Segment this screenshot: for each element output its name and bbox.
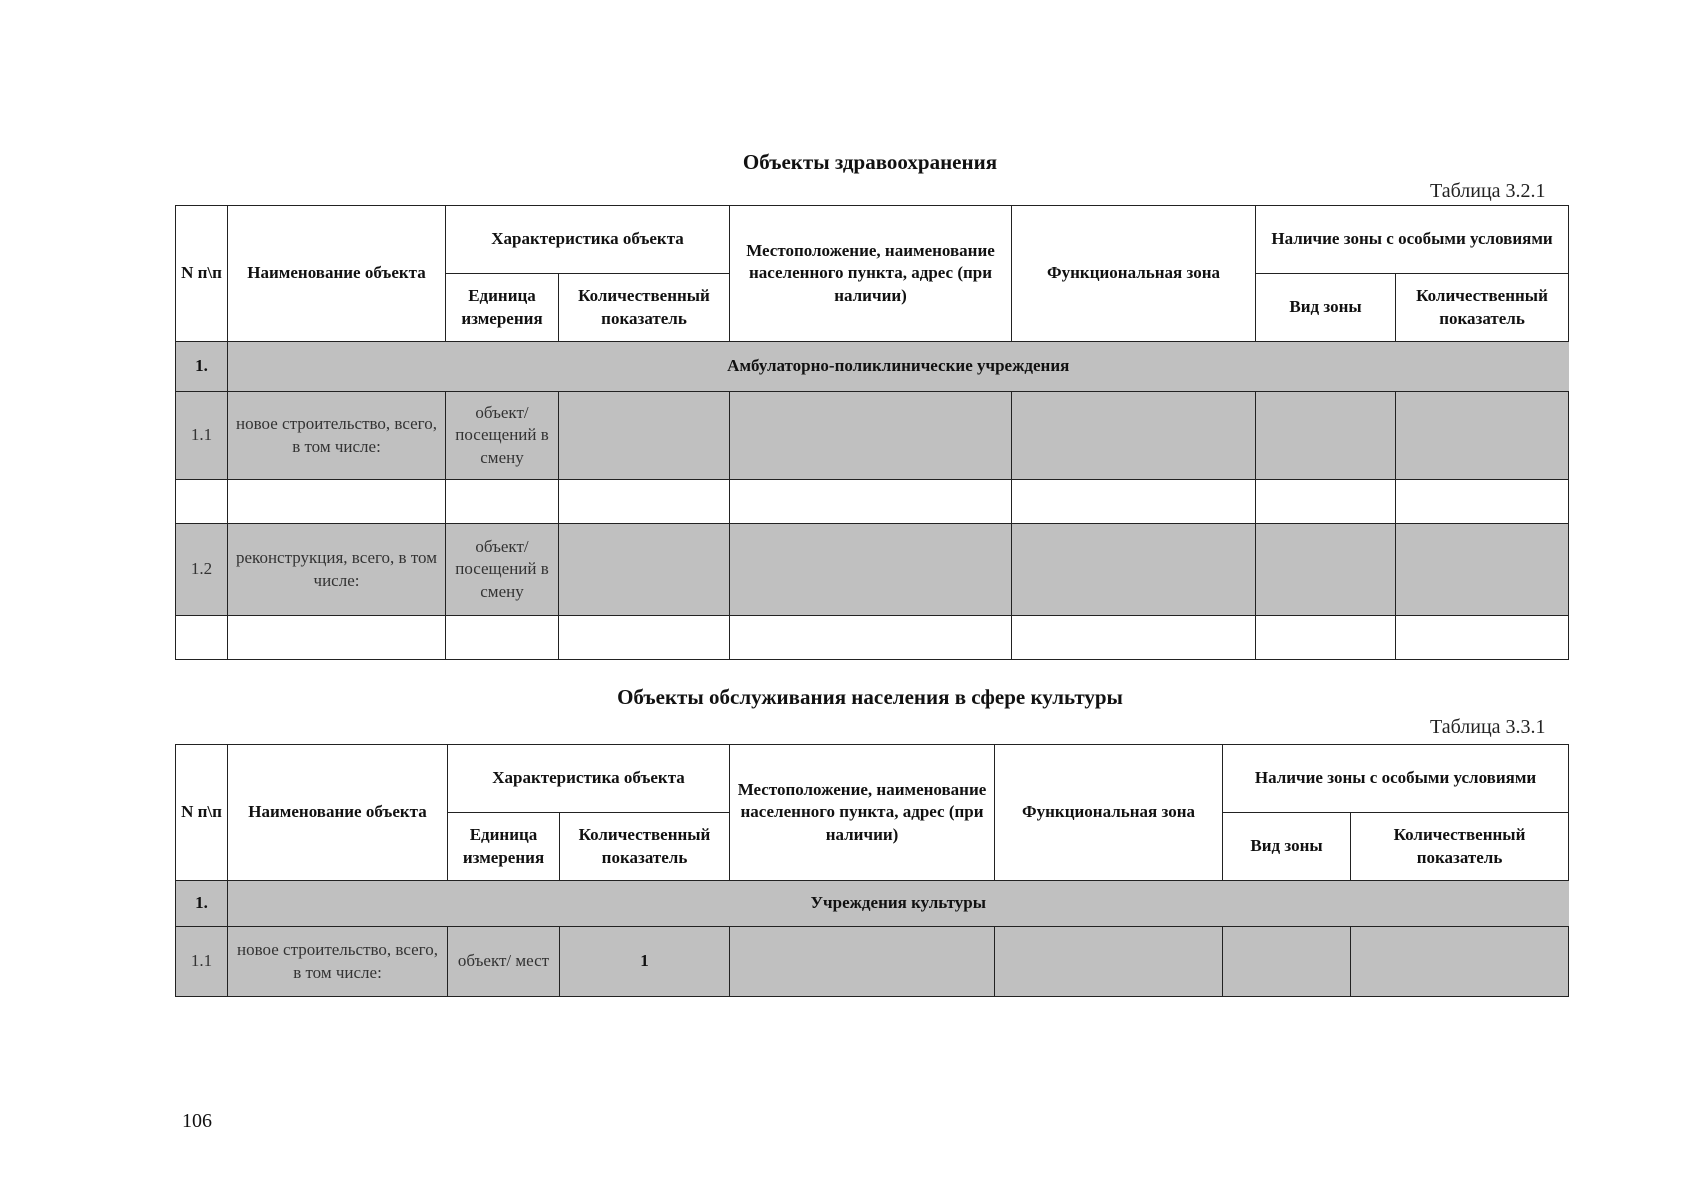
header-zone-quantity: Количественный показатель	[1396, 274, 1569, 342]
row-zone	[1012, 524, 1256, 616]
table2-title: Объекты обслуживания населения в сфере культуры	[617, 685, 1123, 709]
row-quantity: 1	[560, 927, 730, 997]
row-zone-type	[1256, 392, 1396, 480]
row-zone-quantity	[1351, 927, 1569, 997]
header-num: N п\п	[176, 206, 228, 342]
header-num: N п\п	[176, 745, 228, 881]
row-quantity	[559, 392, 730, 480]
header-zone-quantity: Количественный показатель	[1351, 813, 1569, 881]
header-special-zone: Наличие зоны с особыми условиями	[1256, 206, 1569, 274]
page-number: 106	[182, 1110, 212, 1132]
header-unit: Единица измерения	[448, 813, 560, 881]
row-num: 1.1	[176, 392, 228, 480]
table-row-empty	[176, 480, 1569, 524]
row-name: реконструкция, всего, в том числе:	[228, 524, 446, 616]
table-row-empty	[176, 616, 1569, 660]
header-zone-type: Вид зоны	[1256, 274, 1396, 342]
row-num: 1.1	[176, 927, 228, 997]
header-characteristic: Характеристика объекта	[446, 206, 730, 274]
header-name: Наименование объекта	[228, 745, 448, 881]
section-row	[176, 881, 1569, 927]
header-location: Местоположение, наименование населенного пункта, адрес (при наличии)	[730, 206, 1012, 342]
row-zone-quantity	[1396, 524, 1569, 616]
row-num: 1.2	[176, 524, 228, 616]
header-special-zone: Наличие зоны с особыми условиями	[1223, 745, 1569, 813]
header-location: Местоположение, наименование населенного пункта, адрес (при наличии)	[730, 745, 995, 881]
row-unit: объект/ посещений в смену	[446, 392, 559, 480]
table-row	[176, 392, 1569, 480]
table-row	[176, 524, 1569, 616]
row-quantity	[559, 524, 730, 616]
row-location	[730, 927, 995, 997]
header-quantity: Количественный показатель	[560, 813, 730, 881]
section-name: Амбулаторно-поликлинические учреждения	[228, 342, 1569, 392]
header-unit: Единица измерения	[446, 274, 559, 342]
section-row	[176, 342, 1569, 392]
section-num: 1.	[176, 342, 228, 392]
healthcare-table	[175, 205, 1569, 660]
row-unit: объект/ посещений в смену	[446, 524, 559, 616]
row-zone-type	[1256, 524, 1396, 616]
header-zone-type: Вид зоны	[1223, 813, 1351, 881]
row-zone	[995, 927, 1223, 997]
row-unit: объект/ мест	[448, 927, 560, 997]
table-row	[176, 927, 1569, 997]
table1-title: Объекты здравоохранения	[742, 150, 998, 174]
header-zone: Функциональная зона	[995, 745, 1223, 881]
row-location	[730, 392, 1012, 480]
row-location	[730, 524, 1012, 616]
row-name: новое строительство, всего, в том числе:	[228, 392, 446, 480]
section-name: Учреждения культуры	[228, 881, 1569, 927]
header-quantity: Количественный показатель	[559, 274, 730, 342]
header-name: Наименование объекта	[228, 206, 446, 342]
table1-caption: Таблица 3.2.1	[1430, 180, 1546, 202]
header-zone: Функциональная зона	[1012, 206, 1256, 342]
section-num: 1.	[176, 881, 228, 927]
row-zone	[1012, 392, 1256, 480]
row-name: новое строительство, всего, в том числе:	[228, 927, 448, 997]
row-zone-quantity	[1396, 392, 1569, 480]
culture-table	[175, 744, 1569, 997]
header-characteristic: Характеристика объекта	[448, 745, 730, 813]
row-zone-type	[1223, 927, 1351, 997]
table2-caption: Таблица 3.3.1	[1430, 716, 1546, 738]
